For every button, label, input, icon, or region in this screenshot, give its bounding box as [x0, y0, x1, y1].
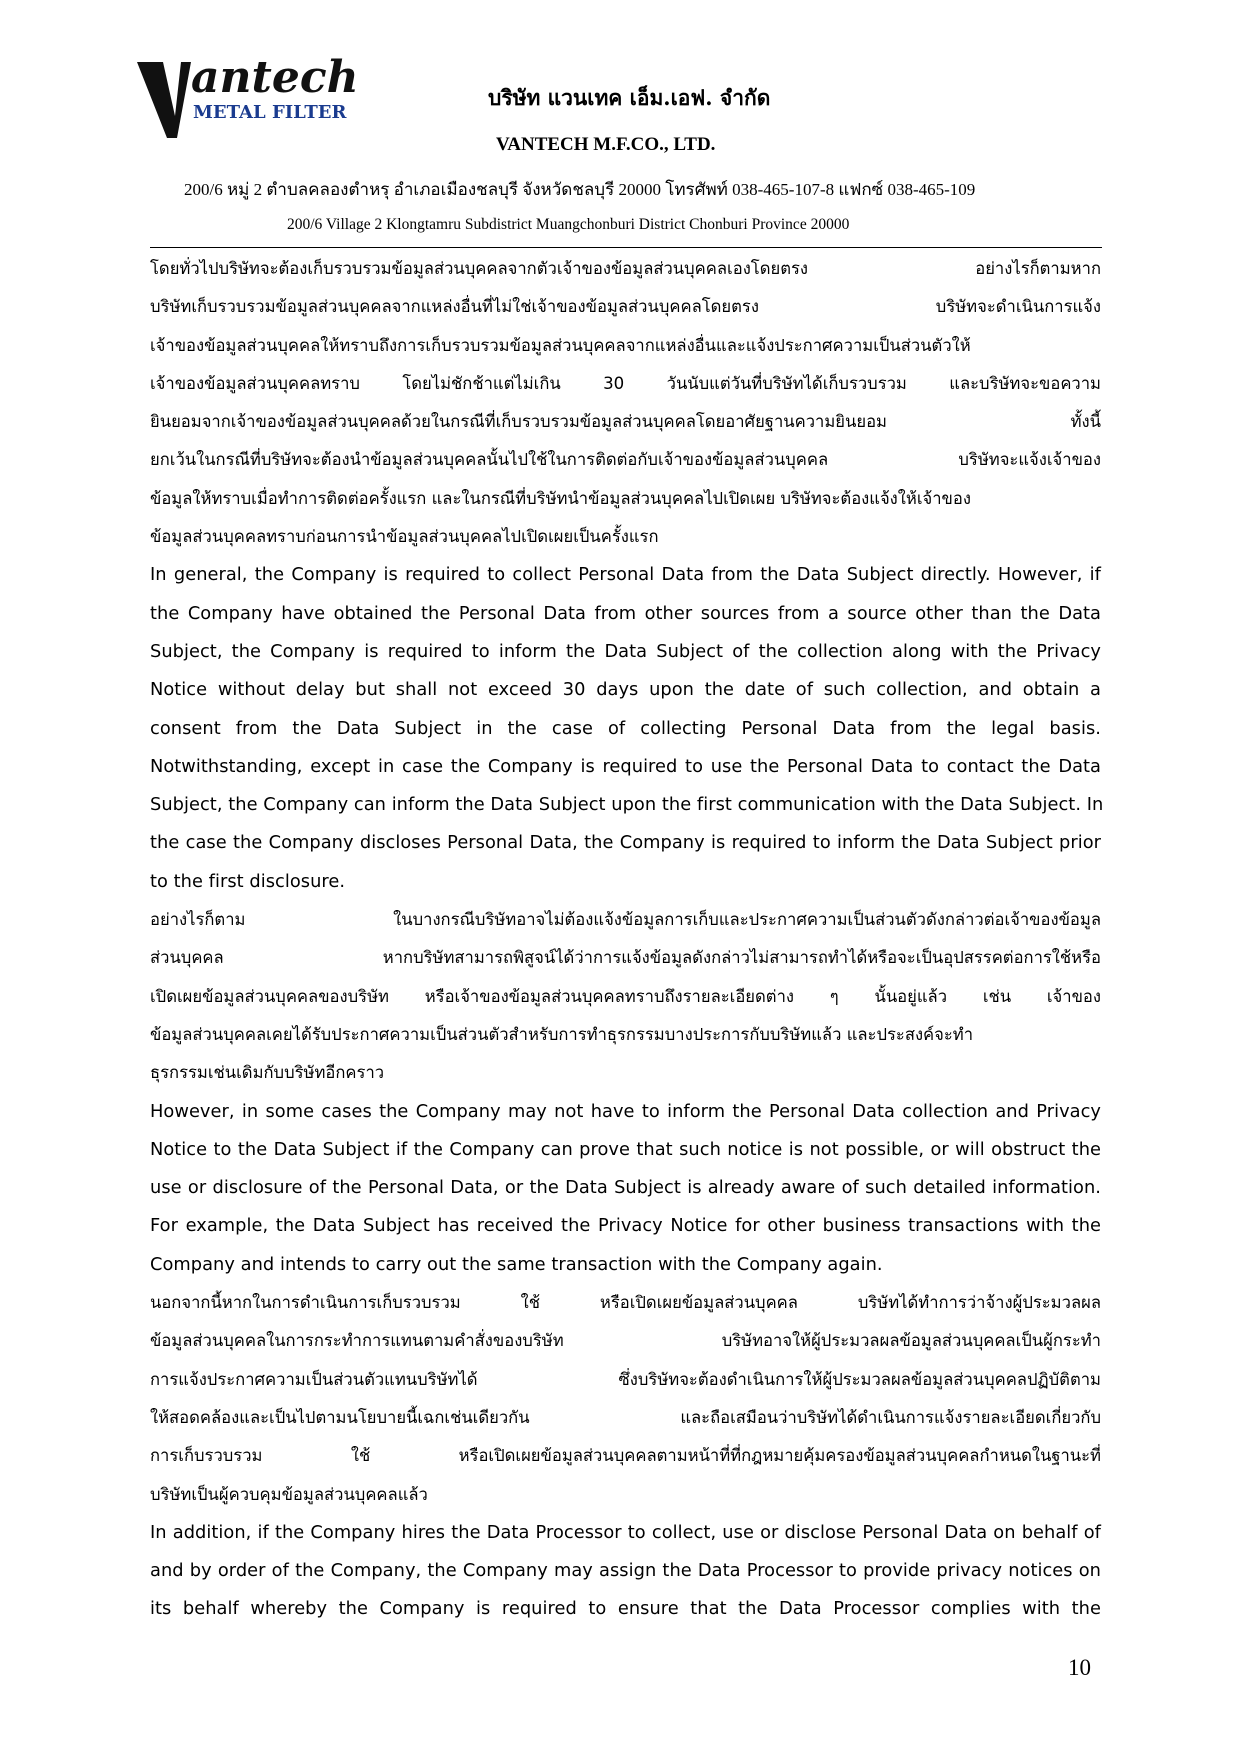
- text-line: However, in some cases the Company may not have to inform the Personal Data collection and Privacy: [150, 1100, 1101, 1122]
- text-line: ข้อมูลให้ทราบเมื่อทำการติดต่อครั้งแรก และในกรณีที่บริษัทนำข้อมูลส่วนบุคคลไปเปิดเผย บริษัทจะต้องแจ้งให้เจ้าของ: [150, 488, 971, 508]
- header-divider: [150, 247, 1102, 248]
- logo-wordmark: antech: [191, 56, 359, 103]
- vantech-logo-graphic: [137, 56, 387, 140]
- text-line: การแจ้งประกาศความเป็นส่วนตัวแทนบริษัทได้ ซึ่งบริษัทจะต้องดำเนินการให้ผู้ประมวลผลข้อมูลส่วนบุคคลปฏิบัติตาม: [150, 1369, 1101, 1389]
- text-line: โดยทั่วไปบริษัทจะต้องเก็บรวบรวมข้อมูลส่วนบุคคลจากตัวเจ้าของข้อมูลส่วนบุคคลเองโดยตรง อย่างไรก็ตามหาก: [150, 259, 1101, 278]
- paragraph-english: [150, 1514, 1101, 1629]
- paragraph-thai: [150, 901, 1101, 1092]
- company-name-english: VANTECH M.F.CO., LTD.: [496, 134, 716, 155]
- text-line: the case the Company discloses Personal Data, the Company is required to inform the Data Subject prior: [150, 832, 1101, 854]
- text-line: เจ้าของข้อมูลส่วนบุคคลทราบ โดยไม่ชักช้าแต่ไม่เกิน 30 วันนับแต่วันที่บริษัทได้เก็บรวบรวม และบริษัทจะขอความ: [150, 373, 1101, 393]
- text-line: ยกเว้นในกรณีที่บริษัทจะต้องนำข้อมูลส่วนบุคคลนั้นไปใช้ในการติดต่อกับเจ้าของข้อมูลส่วนบุคคล บริษัทจะแจ้งเจ้าของ: [150, 450, 1101, 470]
- logo-subtitle: METAL FILTER: [193, 102, 347, 123]
- text-line: In addition, if the Company hires the Data Processor to collect, use or disclose Personal Data on behalf of: [150, 1521, 1101, 1543]
- text-line: to the first disclosure.: [150, 870, 346, 892]
- paragraph-thai: [150, 250, 1101, 556]
- text-line: Company and intends to carry out the same transaction with the Company again.: [150, 1253, 883, 1275]
- text-line: ให้สอดคล้องและเป็นไปตามนโยบายนี้เฉกเช่นเดียวกัน และถือเสมือนว่าบริษัทได้ดำเนินการแจ้งรายละเอียดเกี่ยวกับ: [150, 1407, 1101, 1427]
- page-number: 10: [1068, 1655, 1091, 1680]
- text-line: Subject, the Company is required to inform the Data Subject of the collection along with the Privacy: [150, 640, 1101, 662]
- company-name-thai: บริษัท แวนเทค เอ็ม.เอฟ. จำกัด: [488, 85, 771, 110]
- text-line: ข้อมูลส่วนบุคคลเคยได้รับประกาศความเป็นส่วนตัวสำหรับการทำธุรกรรมบางประการกับบริษัทแล้ว และประสงค์จะทำ: [150, 1024, 974, 1044]
- text-line: For example, the Data Subject has received the Privacy Notice for other business transactions with the: [150, 1215, 1101, 1237]
- text-line: the Company have obtained the Personal Data from other sources from a source other than the Data: [150, 602, 1101, 624]
- text-line: Subject, the Company can inform the Data Subject upon the first communication with the Data Subject. In: [150, 794, 1104, 816]
- text-line: and by order of the Company, the Company may assign the Data Processor to provide privacy notices on: [150, 1560, 1101, 1582]
- paragraph-english: [150, 1093, 1101, 1284]
- paragraph-thai: [150, 1284, 1101, 1514]
- text-line: use or disclosure of the Personal Data, or the Data Subject is already aware of such detailed information.: [150, 1177, 1101, 1199]
- text-line: บริษัทเป็นผู้ควบคุมข้อมูลส่วนบุคคลแล้ว: [150, 1484, 428, 1504]
- text-line: ยินยอมจากเจ้าของข้อมูลส่วนบุคคลด้วยในกรณีที่เก็บรวบรวมข้อมูลส่วนบุคคลโดยอาศัยฐานความยินยอม ทั้งนี้: [150, 412, 1101, 432]
- address-thai: 200/6 หมู่ 2 ตำบลคลองตำหรุ อำเภอเมืองชลบุรี จังหวัดชลบุรี 20000 โทรศัพท์ 038-465-107-8 แฟกซ์ 038-465-109: [184, 180, 976, 199]
- text-line: การเก็บรวบรวม ใช้ หรือเปิดเผยข้อมูลส่วนบุคคลตามหน้าที่ที่กฎหมายคุ้มครองข้อมูลส่วนบุคคลกำหนดในฐานะที่: [150, 1446, 1101, 1466]
- text-line: Notice to the Data Subject if the Company can prove that such notice is not possible, or will obstruct the: [150, 1138, 1101, 1160]
- text-line: its behalf whereby the Company is required to ensure that the Data Processor complies with the: [150, 1598, 1101, 1620]
- text-line: In general, the Company is required to collect Personal Data from the Data Subject directly. However, if: [150, 564, 1101, 586]
- text-line: เปิดเผยข้อมูลส่วนบุคคลของบริษัท หรือเจ้าของข้อมูลส่วนบุคคลทราบถึงรายละเอียดต่าง ๆ นั้นอยู่แล้ว เช่น เจ้าของ: [150, 986, 1101, 1006]
- text-line: อย่างไรก็ตาม ในบางกรณีบริษัทอาจไม่ต้องแจ้งข้อมูลการเก็บและประกาศความเป็นส่วนตัวดังกล่าวต่อเจ้าของข้อมูล: [150, 910, 1101, 930]
- text-line: นอกจากนี้หากในการดำเนินการเก็บรวบรวม ใช้ หรือเปิดเผยข้อมูลส่วนบุคคล บริษัทได้ทำการว่าจ้างผู้ประมวลผล: [150, 1293, 1101, 1313]
- text-line: ข้อมูลส่วนบุคคลทราบก่อนการนำข้อมูลส่วนบุคคลไปเปิดเผยเป็นครั้งแรก: [150, 527, 659, 547]
- document-body: [150, 250, 1104, 1629]
- text-line: Notice without delay but shall not exceed 30 days upon the date of such collection, and obtain a: [150, 679, 1101, 701]
- text-line: consent from the Data Subject in the case of collecting Personal Data from the legal basis.: [150, 717, 1101, 739]
- text-line: ข้อมูลส่วนบุคคลในการกระทำการแทนตามคำสั่งของบริษัท บริษัทอาจให้ผู้ประมวลผลข้อมูลส่วนบุคคลเป็นผู้กระทำ: [150, 1331, 1101, 1351]
- text-line: บริษัทเก็บรวบรวมข้อมูลส่วนบุคคลจากแหล่งอื่นที่ไม่ใช่เจ้าของข้อมูลส่วนบุคคลโดยตรง บริษัทจะดำเนินการแจ้ง: [150, 297, 1101, 317]
- text-line: เจ้าของข้อมูลส่วนบุคคลให้ทราบถึงการเก็บรวบรวมข้อมูลส่วนบุคคลจากแหล่งอื่นและแจ้งประกาศความเป็นส่วนตัวให้: [150, 335, 971, 355]
- text-line: ธุรกรรมเช่นเดิมกับบริษัทอีกคราว: [150, 1063, 385, 1083]
- text-line: ส่วนบุคคล หากบริษัทสามารถพิสูจน์ได้ว่าการแจ้งข้อมูลดังกล่าวไม่สามารถทำได้หรือจะเป็นอุปสรรคต่อการใช้หรือ: [150, 948, 1101, 968]
- paragraph-english: [150, 556, 1104, 901]
- vantech-logo: [137, 56, 387, 140]
- text-line: Notwithstanding, except in case the Company is required to use the Personal Data to contact the Data: [150, 755, 1101, 777]
- address-english: 200/6 Village 2 Klongtamru Subdistrict Muangchonburi District Chonburi Province 20000: [287, 216, 850, 233]
